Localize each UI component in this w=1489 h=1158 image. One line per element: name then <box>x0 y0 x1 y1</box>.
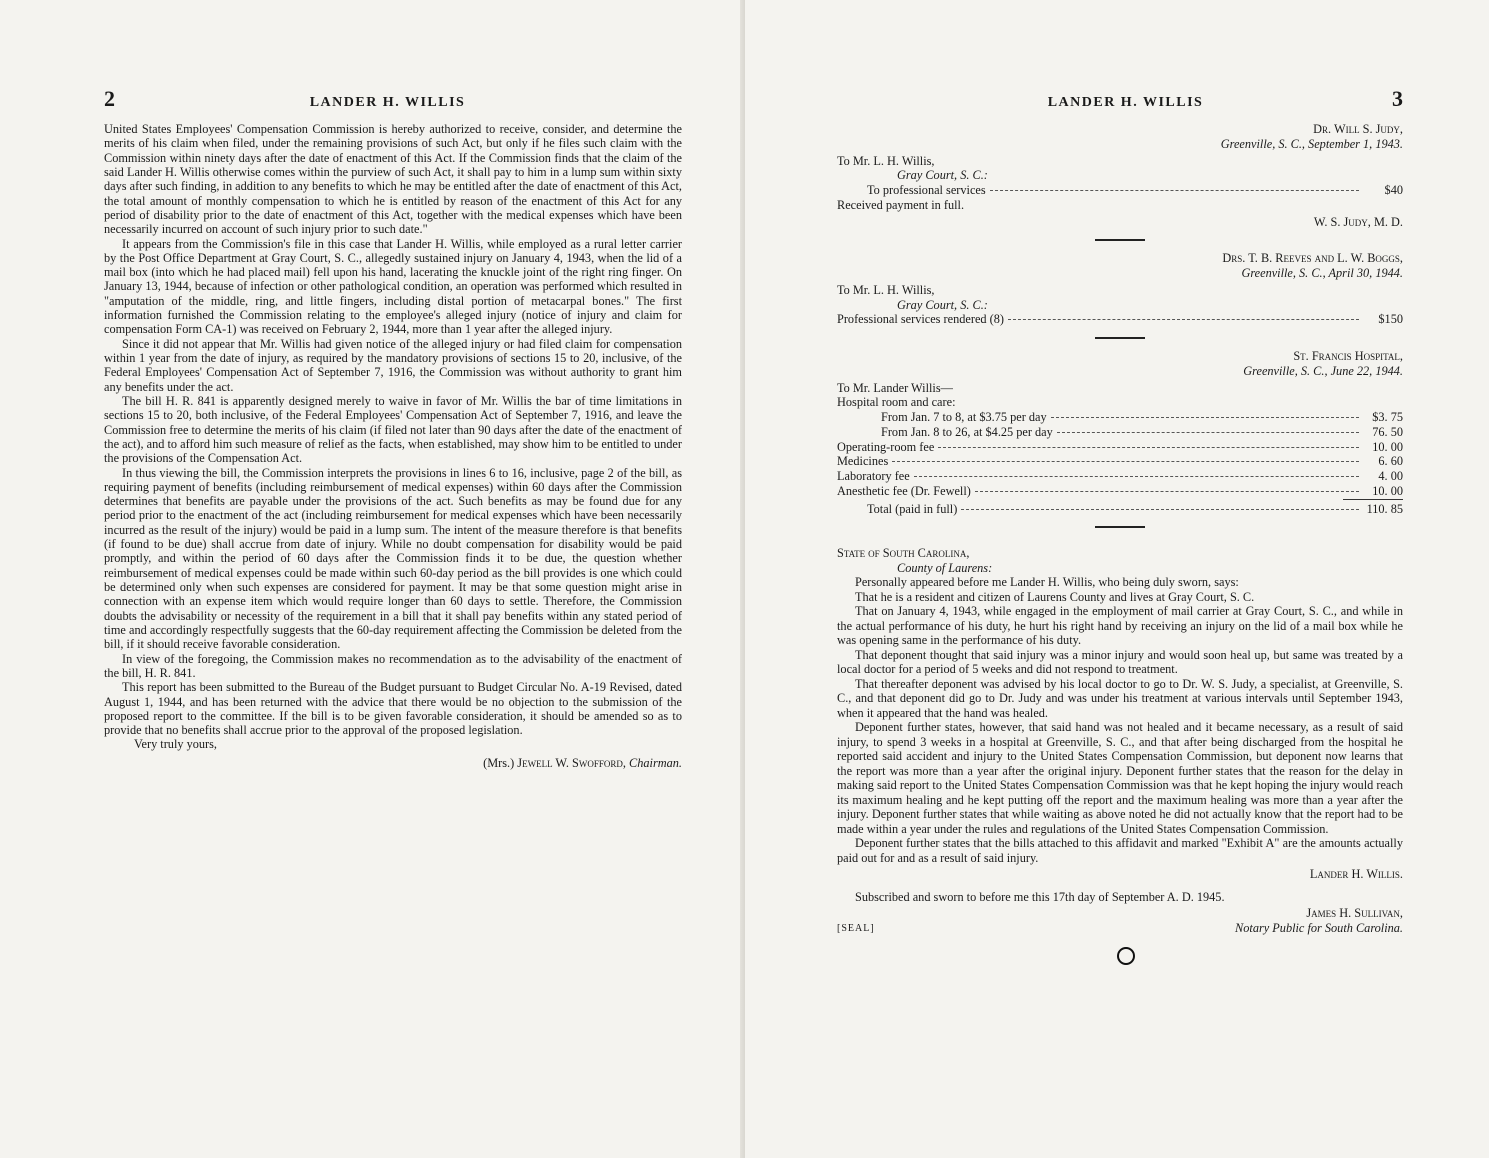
bill-hospital <box>837 349 1403 516</box>
bill-header <box>837 349 1403 379</box>
bill-place-date: Greenville, S. C., June 22, 1944. <box>1243 363 1403 378</box>
bill-addressee <box>837 283 1403 313</box>
bill-item-label: Operating-room fee <box>837 439 935 454</box>
paragraph: That he is a resident and citizen of Laurens County and lives at Gray Court, S. C. <box>855 589 1255 604</box>
paragraph: The bill H. R. 841 is apparently designed merely to waive in favor of Mr. Willis the bar of time limitations in sections 15 to 20, both inclusive, of the Federal Employees' Compensation Act of September 7, 1916, and leave the Commission free to determine the merits of his claim (if filed not later than 90 days after the date of the enactment of the act), and to afford him such measure of relief as the facts, when established, may show him to be entitled to under the provisions of the Compensation Act. <box>104 393 682 466</box>
notary <box>1235 906 1403 935</box>
bill-line <box>837 312 1403 327</box>
signature <box>104 756 682 771</box>
notary-seal: [SEAL] <box>837 923 875 935</box>
running-title: LANDER H. WILLIS <box>1047 95 1204 110</box>
paragraph: United States Employees' Compensation Commission is hereby authorized to receive, consider, and determine the merits of his claim when filed, under the remaining provisions of such Act, but only if he files such claim with the Commission within ninety days after the date of enactment of this Act. If the Commission finds that the claim of the said Lander H. Willis otherwise comes within the purview of such Act, it shall pay to him in a lump sum within sixty days after such finding, in addition to any benefits to which he may be entitled after the date of enactment of this Act, the total amount of monthly compensation to which he is entitled by reason of the enactment of this Act for any period of disability prior to the date of enactment of this Act, together with the medical expenses which have been necessarily incurred on account of such injury prior to such date." <box>104 122 682 237</box>
paragraph: Since it did not appear that Mr. Willis had given notice of the alleged injury or had filed claim for compensation within 1 year from the date of injury, as required by the mandatory provisions of sections 15 to 20, inclusive, of the Federal Employees' Compensation Act of September 7, 1916, the Commission was without authority to grant him any benefits under the act. <box>104 336 682 394</box>
affidavit-state: State of South Carolina, <box>837 546 970 561</box>
bill-place-date: Greenville, S. C., April 30, 1944. <box>1241 266 1403 280</box>
paragraph: That on January 4, 1943, while engaged in the employment of mail carrier at Gray Court, S. C., and while in the actual performance of his duty, he hurt his right hand by receiving an injury on the lid of a mail box while he was opening same in the performance of his duty. <box>837 604 1403 648</box>
page-left <box>0 0 744 1158</box>
bill-section-label: Hospital room and care: <box>837 395 956 410</box>
section-rule <box>1095 239 1145 241</box>
paragraph: Deponent further states, however, that said hand was not healed and it became necessary, as a result of said injury, to spend 3 weeks in a hospital at Greenville, S. C., and that after being discharged from the hospital he reported said accident and injury to the United States Compensation Commission, but deponent now learns that the report was more than a year after the original injury. Deponent further states that the reason for the delay in making said report to the United States Compensation Commission was that he kept hoping the injury would reach its maximum healing and he kept putting off the report and the maximum healing was more than a year after the injury. Deponent further states that while waiting as above noted he did not actually know that the report had to be made within a year under the rules and regulations of the United States Compensation Commission. <box>837 720 1403 836</box>
notary-block <box>837 906 1403 935</box>
bill-item-row <box>837 410 1403 425</box>
bill-item-row <box>837 440 1403 455</box>
bill-total <box>837 502 1403 517</box>
page-number: 2 <box>104 86 115 111</box>
paragraph: In view of the foregoing, the Commission makes no recommendation as to the advisability of the enactment of the bill, H. R. 841. <box>104 651 682 680</box>
paragraph: That deponent thought that said injury was a minor injury and would soon heal up, but same was treated by a local doctor for a period of 5 weeks and did not respond to treatment. <box>837 647 1403 677</box>
bill-to-place: Gray Court, S. C.: <box>897 168 988 183</box>
affidavit-county: County of Laurens: <box>897 560 993 575</box>
running-title: LANDER H. WILLIS <box>309 95 466 110</box>
bill-item-label: Laboratory fee <box>837 469 910 483</box>
section-rule <box>1095 337 1145 339</box>
bill-addressee <box>837 381 1403 396</box>
bill-item-amount: 6. 60 <box>1378 454 1403 469</box>
paragraph: Deponent further states that the bills attached to this affidavit and marked "Exhibit A" are the amounts actually paid out for and as a result of said injury. <box>837 836 1403 865</box>
sum-rule <box>1343 499 1403 500</box>
bill-item-row <box>837 484 1403 499</box>
bill-line <box>837 183 1403 198</box>
bill-item-row <box>837 469 1403 484</box>
bill-item-amount: $3. 75 <box>1372 410 1403 424</box>
paragraph: In thus viewing the bill, the Commission interprets the provisions in lines 6 to 16, inclusive, page 2 of the bill, as requiring payment of benefits (including reimbursement of medical expenses) within 60 days after the Commission determines that benefits are payable under the provisions of the act. Such benefits as may be found due for any period prior to the enactment of the act (including reimbursement for medical expenses which have been necessarily incurred as the result of the injury) would be paid in a lump sum. The intent of the measure therefore is that benefits (if found to be due) shall accrue from date of injury. While no doubt compensation for disability would be paid promptly, and within the period of 60 days after the Commission finds it to be due, the question whether reimbursement of medical expenses could be made within such 60-day period as the bill provides is one which could be determined only when such expenses are considered for payment. It may be that some question might arise in connection with an expense item which would require longer than 60 days to settle. Therefore, the Commission doubts the advisability or necessity of the requirement in a bill that it shall pay benefits within any stated period of time and accordingly respectfully suggests that the 60-day requirement affecting the Commission be deleted from the bill, if it should receive favorable consideration. <box>104 465 682 652</box>
closing-block <box>104 737 682 771</box>
section-rule <box>1095 526 1145 528</box>
running-head-left <box>104 86 682 112</box>
notary-title: Notary Public for South Carolina. <box>1235 920 1403 935</box>
affiant-signature: Lander H. Willis. <box>1309 867 1403 882</box>
bill-judy <box>837 122 1403 229</box>
bill-from: St. Francis Hospital, <box>1293 349 1403 363</box>
bill-line-label: Professional services rendered (8) <box>837 312 1004 327</box>
signature-prefix: (Mrs.) <box>483 756 515 771</box>
bill-item-amount: 10. 00 <box>1372 483 1403 498</box>
bill-to: To Mr. L. H. Willis, <box>837 153 935 168</box>
bill-header <box>837 251 1403 281</box>
bill-item-amount: 76. 50 <box>1372 424 1403 439</box>
bill-addressee <box>837 154 1403 184</box>
running-head-right <box>837 86 1403 112</box>
bill-line-amount: $150 <box>1378 312 1403 327</box>
bill-from: Drs. T. B. Reeves and L. W. Boggs, <box>1222 251 1403 266</box>
signature-name: Jewell W. Swofford, <box>517 756 626 771</box>
bill-to-place: Gray Court, S. C.: <box>897 297 988 312</box>
bill-from: Dr. Will S. Judy, <box>1313 122 1403 136</box>
paragraph: Personally appeared before me Lander H. Willis, who being duly sworn, says: <box>855 575 1239 590</box>
bill-to: To Mr. Lander Willis— <box>837 380 953 395</box>
bill-item-amount: 4. 00 <box>1378 469 1403 483</box>
bill-total-amount: 110. 85 <box>1366 501 1403 516</box>
bill-total-label: Total (paid in full) <box>867 501 958 516</box>
notary-name: James H. Sullivan, <box>1306 906 1403 921</box>
bill-header <box>837 122 1403 152</box>
bill-to: To Mr. L. H. Willis, <box>837 282 935 297</box>
bill-item-label: From Jan. 8 to 26, at $4.25 per day <box>881 424 1053 439</box>
bill-item-label: Anesthetic fee (Dr. Fewell) <box>837 483 971 498</box>
bill-line-amount: $40 <box>1384 183 1403 197</box>
closing-greeting: Very truly yours, <box>134 737 217 752</box>
bill-signer: W. S. Judy, M. D. <box>1313 214 1403 229</box>
sworn-statement: Subscribed and sworn to before me this 17th day of September A. D. 1945. <box>855 889 1225 904</box>
page-right <box>745 0 1489 1158</box>
bill-item-label: Medicines <box>837 454 889 469</box>
bill-reeves-boggs <box>837 251 1403 327</box>
bill-item-row <box>837 454 1403 469</box>
paragraph: It appears from the Commission's file in this case that Lander H. Willis, while employed as a rural letter carrier by the Post Office Department at Gray Court, S. C., allegedly sustained injury on January 4, 1943, when the lid of a mail box (into which he had placed mail) fell upon his hand, lacerating the knuckle joint of the right ring finger. On January 13, 1944, because of infection or other pathological condition, an operation was performed which resulted in "amputation of the middle, ring, and little fingers, including distal portion of metacarpal bones." The first information furnished the Commission relating to the employee's alleged injury (notice of injury and claim for compensation Form CA-1) was received on February 2, 1944, more than 1 year after the alleged injury. <box>104 236 682 337</box>
bill-item-row <box>837 425 1403 440</box>
bill-place-date: Greenville, S. C., September 1, 1943. <box>1220 136 1403 151</box>
bill-received: Received payment in full. <box>837 197 965 212</box>
paragraph: That thereafter deponent was advised by his local doctor to go to Dr. W. S. Judy, a specialist, at Greenville, S. C., and that deponent did go to Dr. Judy and was under his treatment at various intervals until September 1943, when it appeared that the hand was healed. <box>837 676 1403 720</box>
page-number: 3 <box>1392 86 1403 111</box>
bill-items <box>837 410 1403 499</box>
signature-title: Chairman. <box>629 756 682 771</box>
bill-line-label: To professional services <box>867 183 986 197</box>
bill-item-amount: 10. 00 <box>1372 439 1403 454</box>
bill-item-label: From Jan. 7 to 8, at $3.75 per day <box>881 410 1047 424</box>
report-body <box>104 122 682 737</box>
punch-hole <box>1117 947 1135 965</box>
paragraph: This report has been submitted to the Bureau of the Budget pursuant to Budget Circular No. A-19 Revised, dated August 1, 1944, and has been returned with the advice that there would be no objection to the submission of the proposed report to the committee. If the bill is to be given favorable consideration, it should be amended so as to provide that no benefits shall accrue prior to the approval of the proposed legislation. <box>104 680 682 738</box>
affidavit <box>837 546 1403 965</box>
